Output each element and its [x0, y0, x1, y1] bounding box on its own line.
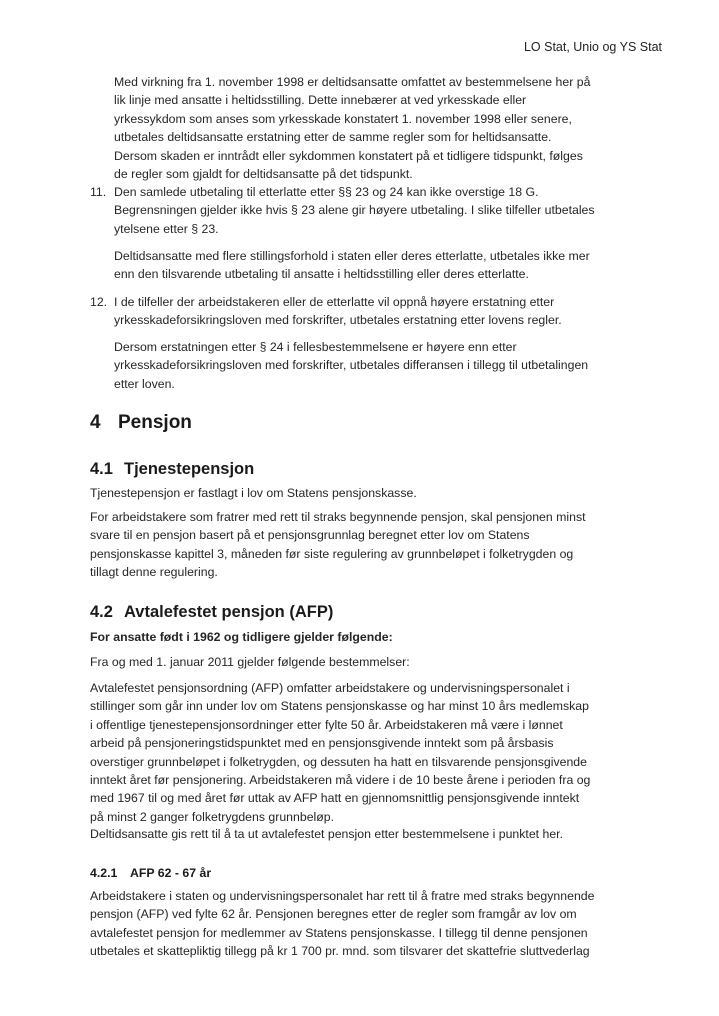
text-line: Dersom skaden er inntrådt eller sykdommen konstatert på et tidligere tidspunkt, følges — [114, 148, 583, 163]
paragraph-4-2-3: Deltidsansatte gis rett til å ta ut avtalefestet pensjon etter bestemmelsene i punktet her. — [90, 827, 564, 841]
text-line: de regler som gjaldt for deltidsansatte på det tidspunkt. — [114, 167, 413, 182]
heading-section-4 — [90, 412, 192, 434]
text-line: ytelsene etter § 23. — [114, 221, 219, 236]
text-line: tillagt denne regulering. — [90, 565, 218, 580]
section-title: Avtalefestet pensjon (AFP) — [124, 603, 334, 621]
text-line: avtalefestet pensjon for medlemmer av Statens pensjonskasse. I tillegg til denne pensjonen — [90, 925, 588, 940]
list-number-12: 12. — [90, 295, 108, 309]
text-line: utbetales et skattepliktig tillegg på kr 1 700 pr. mnd. som tilsvarer det skattefrie sluttvederlag — [90, 944, 590, 959]
text-line: Dersom erstatningen etter § 24 i fellesbestemmelsene er høyere enn etter — [114, 340, 517, 354]
text-line: inntekt året før pensjonering. Arbeidstakeren må videre i de 10 beste årene i perioden fra og — [90, 773, 591, 788]
list-item-12-paragraph — [114, 338, 588, 393]
paragraph-4-1-2 — [90, 508, 586, 582]
paragraph-4-2-1: Fra og med 1. januar 2011 gjelder følgende bestemmelser: — [90, 655, 410, 669]
text-line: Deltidsansatte med flere stillingsforhold i staten eller deres etterlatte, utbetales ikke mer — [114, 249, 590, 263]
text-line: Med virkning fra 1. november 1998 er deltidsansatte omfattet av bestemmelsene her på — [114, 75, 591, 89]
text-line: etter loven. — [114, 376, 175, 391]
text-line: i offentlige tjenestepensjonsordninger etter fylte 50 år. Arbeidstakeren må være i lønnet — [90, 717, 563, 732]
list-number-11: 11. — [90, 185, 107, 199]
text-line: enn den tilsvarende utbetaling til ansatte i heltidsstilling eller deres etterlatte. — [114, 267, 529, 282]
section-number: 4 — [90, 412, 101, 433]
list-item-11-paragraph — [114, 247, 590, 284]
text-line: Arbeidstakere i staten og undervisningspersonalet har rett til å fratre med straks begynnende — [90, 889, 595, 903]
page-header: LO Stat, Unio og YS Stat — [523, 40, 662, 54]
paragraph-intro — [114, 73, 590, 183]
text-line: arbeid på pensjoneringstidspunktet med en pensjonsgivende inntekt som på årsbasis — [90, 736, 554, 751]
text-line: utbetales deltidsansatte erstatning etter de samme regler som for heltidsansatte. — [114, 130, 552, 145]
text-line: yrkesskadeforsikringsloven med forskrifter, utbetales erstatning etter lovens regler. — [114, 313, 562, 328]
text-line: stillinger som går inn under lov om Statens pensjonskasse og har minst 10 års medlemskap — [90, 699, 589, 714]
paragraph-4-1-1: Tjenestepensjon er fastlagt i lov om Statens pensjonskasse. — [90, 486, 417, 500]
list-item-11 — [114, 183, 595, 238]
text-line: overstiger grunnbeløpet i folketrygden, og dessuten ha hatt en tilsvarende pensjonsgivende — [90, 754, 587, 769]
text-line: Avtalefestet pensjonsordning (AFP) omfatter arbeidstakere og undervisningspersonalet i — [90, 681, 570, 695]
text-line: yrkessykdom som anses som yrkesskade konstatert 1. november 1998 eller senere, — [114, 111, 572, 126]
text-line: Begrensningen gjelder ikke hvis § 23 alene gir høyere utbetaling. I slike tilfeller utbetales — [114, 203, 595, 218]
text-line: pensjon (AFP) ved fylte 62 år. Pensjonen beregnes etter de regler som framgår av lov om — [90, 907, 577, 922]
text-line: med 1967 til og med året før uttak av AFP hatt en gjennomsnittlig pensjonsgivende inntekt — [90, 791, 580, 806]
text-line: For arbeidstakere som fratrer med rett til straks begynnende pensjon, skal pensjonen minst — [90, 510, 586, 524]
text-line: Den samlede utbetaling til etterlatte etter §§ 23 og 24 kan ikke overstige 18 G. — [114, 185, 539, 199]
heading-section-4-1 — [90, 460, 254, 479]
text-line: pensjonskasse kapittel 3, måneden før siste regulering av grunnbeløpet i folketrygden og — [90, 546, 574, 561]
text-line: I de tilfeller der arbeidstakeren eller de etterlatte vil oppnå høyere erstatning etter — [114, 295, 555, 309]
section-title: AFP 62 - 67 år — [130, 866, 212, 880]
section-title: Tjenestepensjon — [124, 460, 255, 478]
section-number: 4.2.1 — [90, 866, 118, 880]
text-line: yrkesskadeforsikringsloven med forskrifter, utbetales differansen i tillegg til utbetalingen — [114, 358, 589, 373]
heading-section-4-2-1 — [90, 866, 211, 880]
paragraph-4-2-2 — [90, 679, 590, 826]
subheading-born-1962: For ansatte født i 1962 og tidligere gjelder følgende: — [90, 630, 393, 644]
text-line: svare til en pensjon basert på et pensjonsgrunnlag beregnet etter lov om Statens — [90, 528, 530, 543]
section-number: 4.2 — [90, 603, 113, 621]
section-title: Pensjon — [118, 412, 192, 433]
paragraph-4-2-1-1 — [90, 887, 594, 961]
heading-section-4-2 — [90, 603, 333, 622]
text-line: på minst 2 ganger folketrygdens grunnbeløp. — [90, 809, 335, 824]
text-line: lik linje med ansatte i heltidsstilling. Dette innebærer at ved yrkesskade eller — [114, 93, 527, 108]
list-item-12 — [114, 293, 562, 330]
section-number: 4.1 — [90, 460, 113, 478]
